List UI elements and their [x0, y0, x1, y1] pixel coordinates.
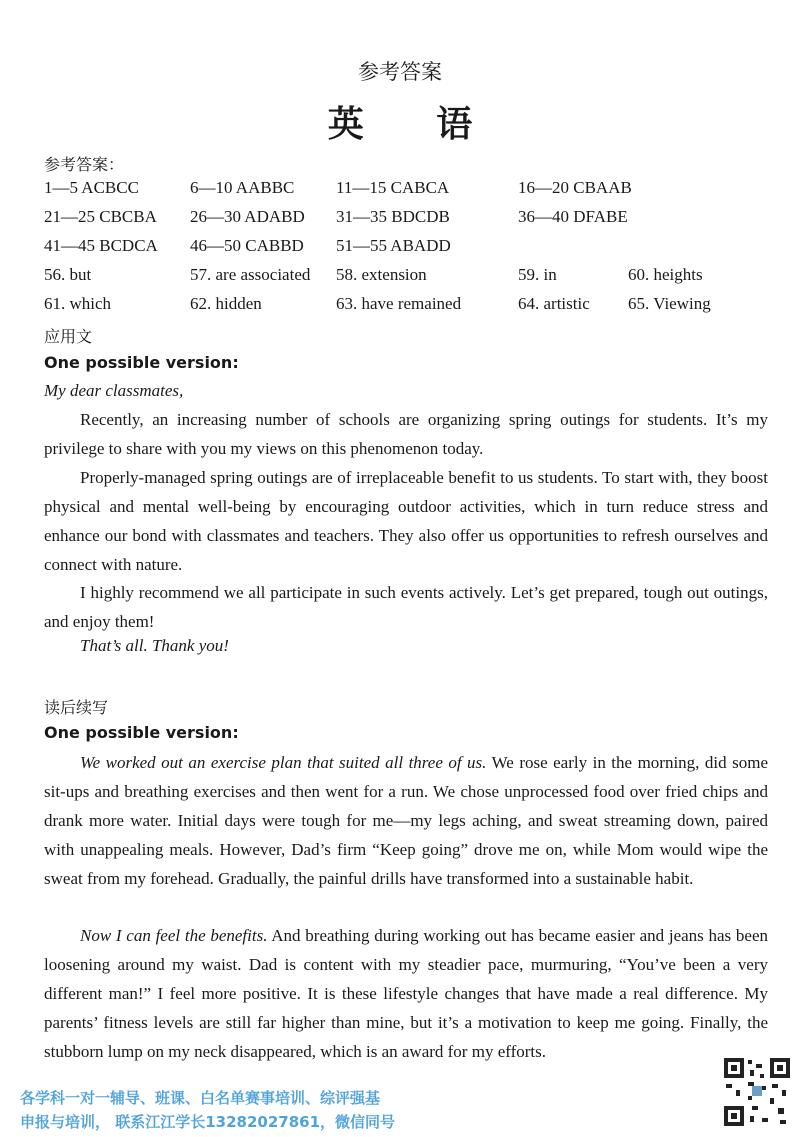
- answer-cell: 59. in: [518, 265, 557, 284]
- answer-cell: 64. artistic: [518, 294, 590, 313]
- letter-greeting: My dear classmates,: [44, 381, 184, 400]
- story-body: And breathing during working out has became easier and jeans has been loosening around my waist. Dad is content with my steadier pace, murmuring, “You’ve been a very different man!” I feel more positive. It is these lifestyle changes that have made a real difference. My parents’ fitness levels are still far higher than mine, but it’s a motivation to keep me going. Finally, the stubborn lump on my neck disappeared, which is an award for my efforts.: [44, 926, 768, 1061]
- answer-cell: 51—55 ABADD: [336, 236, 451, 255]
- answer-cell: 36—40 DFABE: [518, 207, 628, 226]
- answer-cell: 31—35 BDCDB: [336, 207, 450, 226]
- letter-paragraph: Properly-managed spring outings are of irreplaceable benefit to us students. To start with, they boost physical and mental well-being by encouraging outdoor activities, which in turn reduce stress and enhance our bond with classmates and teachers. They also offer us opportunities to refresh ourselves and connect with nature.: [44, 468, 768, 574]
- answer-cell: 6—10 AABBC: [190, 178, 295, 197]
- letter-paragraph: Recently, an increasing number of schools are organizing spring outings for students. It’s my privilege to share with you my views on this phenomenon today.: [44, 410, 768, 458]
- practical-writing-heading: One possible version:: [44, 353, 239, 372]
- answer-cell: 60. heights: [628, 265, 703, 284]
- letter-closing: That’s all. Thank you!: [80, 636, 229, 655]
- answers-label: 参考答案：: [44, 155, 125, 174]
- answer-cell: 16—20 CBAAB: [518, 178, 632, 197]
- answer-cell: 56. but: [44, 265, 92, 284]
- qr-code-icon: [722, 1056, 792, 1128]
- footer-ad: [20, 1086, 720, 1134]
- answer-cell: 1—5 ACBCC: [44, 178, 139, 197]
- story-body: We rose early in the morning, did some sit-ups and breathing exercises and then went for a run. We chose unprocessed food over fried chips and drank more water. Initial days were tough for me—my legs aching, and sweat streaming down, paired with unappealing meals. However, Dad’s firm “Keep going” drove me on, while Mom would wipe the sweat from my forehead. Gradually, the painful drills have transformed into a sustainable habit.: [44, 753, 769, 888]
- answer-cell: 58. extension: [336, 265, 427, 284]
- answer-cell: 26—30 ADABD: [190, 207, 305, 226]
- answer-cell: 63. have remained: [336, 294, 462, 313]
- story-lead-sentence: We worked out an exercise plan that suited all three of us.: [80, 753, 487, 772]
- answer-cell: 11—15 CABCA: [336, 178, 450, 197]
- answer-cell: 21—25 CBCBA: [44, 207, 157, 226]
- page-title: 参考答案: [358, 60, 442, 84]
- footer-line: 申报与培训， 联系江江学长13282027861，微信同号: [20, 1113, 396, 1131]
- subject-title: 英 语: [327, 104, 503, 145]
- story-paragraph: [44, 921, 768, 1066]
- footer-line: 各学科一对一辅导、班课、白名单赛事培训、综评强基: [20, 1089, 381, 1107]
- story-paragraph: [44, 748, 768, 893]
- story-lead-sentence: Now I can feel the benefits.: [80, 926, 268, 945]
- letter-paragraph: I highly recommend we all participate in such events actively. Let’s get prepared, tough out outings, and enjoy them!: [44, 583, 768, 631]
- answer-cell: 62. hidden: [190, 294, 262, 313]
- answer-cell: 46—50 CABBD: [190, 236, 304, 255]
- answer-cell: 61. which: [44, 294, 112, 313]
- answer-cell: 65. Viewing: [628, 294, 711, 313]
- answer-cell: 41—45 BCDCA: [44, 236, 158, 255]
- continuation-writing-heading: One possible version:: [44, 723, 239, 742]
- answer-cell: 57. are associated: [190, 265, 311, 284]
- continuation-writing-label: 读后续写: [44, 698, 109, 717]
- practical-writing-label: 应用文: [44, 327, 93, 346]
